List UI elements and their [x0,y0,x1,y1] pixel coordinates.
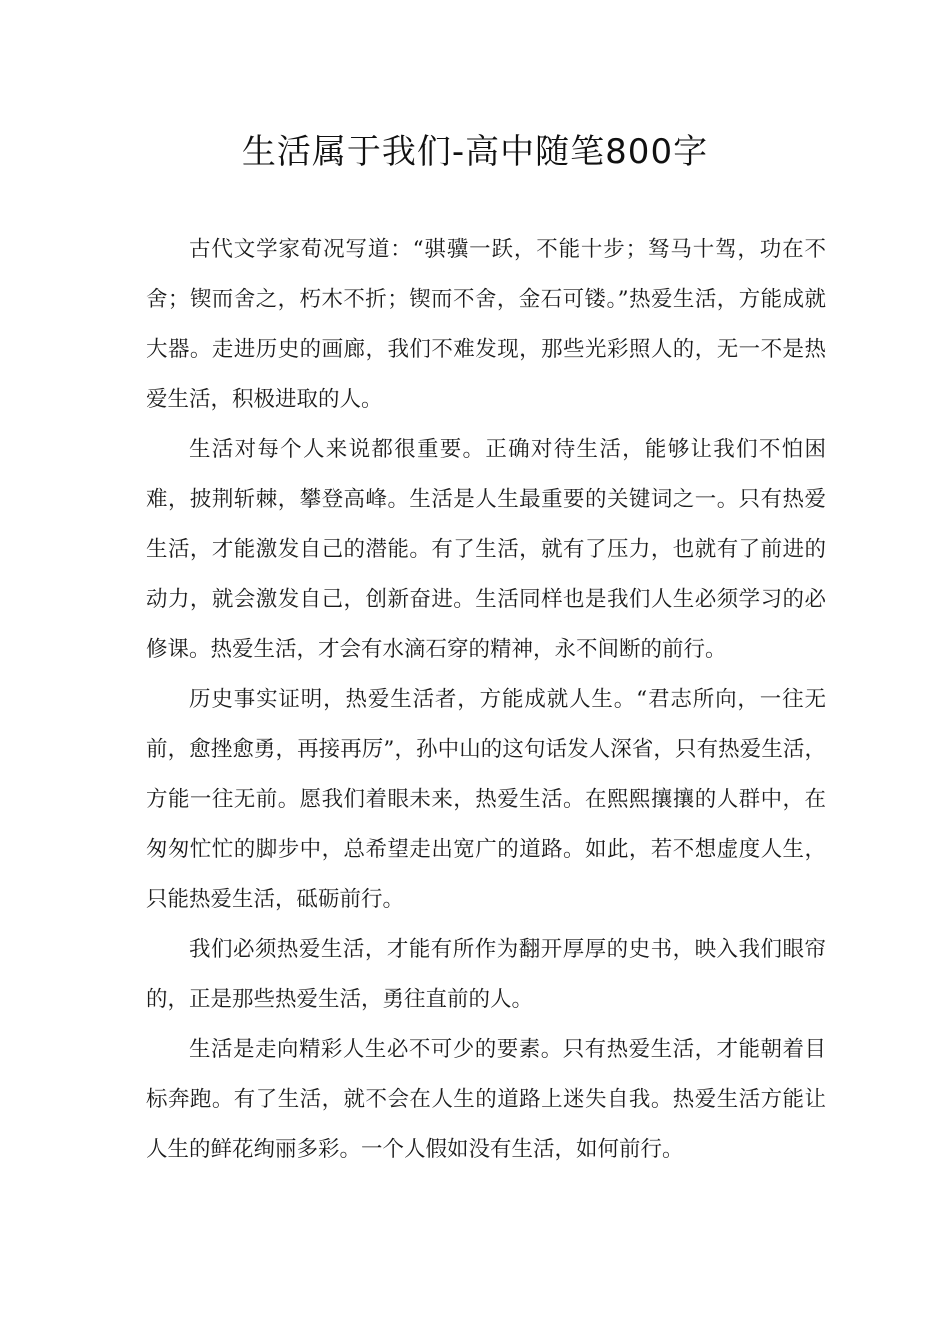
paragraph-4: 我们必须热爱生活，才能有所作为翻开厚厚的史书，映入我们眼帘的，正是那些热爱生活，勇往直前的人。 [146,937,826,1012]
paragraph-3: 历史事实证明，热爱生活者，方能成就人生。“君志所向，一往无前，愈挫愈勇，再接再厉”，孙中山的这句话发人深省，只有热爱生活，方能一往无前。愿我们着眼未来，热爱生活。在熙熙攘攘的人群中，在匆匆忙忙的脚步中，总希望走出宽广的道路。如此，若不想虚度人生，只能热爱生活，砥砺前行。 [146,687,826,912]
paragraph-5: 生活是走向精彩人生必不可少的要素。只有热爱生活，才能朝着目标奔跑。有了生活，就不会在人生的道路上迷失自我。热爱生活方能让人生的鲜花绚丽多彩。一个人假如没有生活，如何前行。 [146,1037,826,1162]
document-title: 生活属于我们-高中随笔800字 [241,132,709,172]
document-body [146,225,826,1175]
paragraph-2: 生活对每个人来说都很重要。正确对待生活，能够让我们不怕困难，披荆斩棘，攀登高峰。生活是人生最重要的关键词之一。只有热爱生活，才能激发自己的潜能。有了生活，就有了压力，也就有了前进的动力，就会激发自己，创新奋进。生活同样也是我们人生必须学习的必修课。热爱生活，才会有水滴石穿的精神，永不间断的前行。 [146,437,826,662]
paragraph-1: 古代文学家荀况写道：“骐骥一跃，不能十步；驽马十驾，功在不舍；锲而舍之，朽木不折；锲而不舍，金石可镂。”热爱生活，方能成就大器。走进历史的画廊，我们不难发现，那些光彩照人的，无一不是热爱生活，积极进取的人。 [146,237,826,412]
